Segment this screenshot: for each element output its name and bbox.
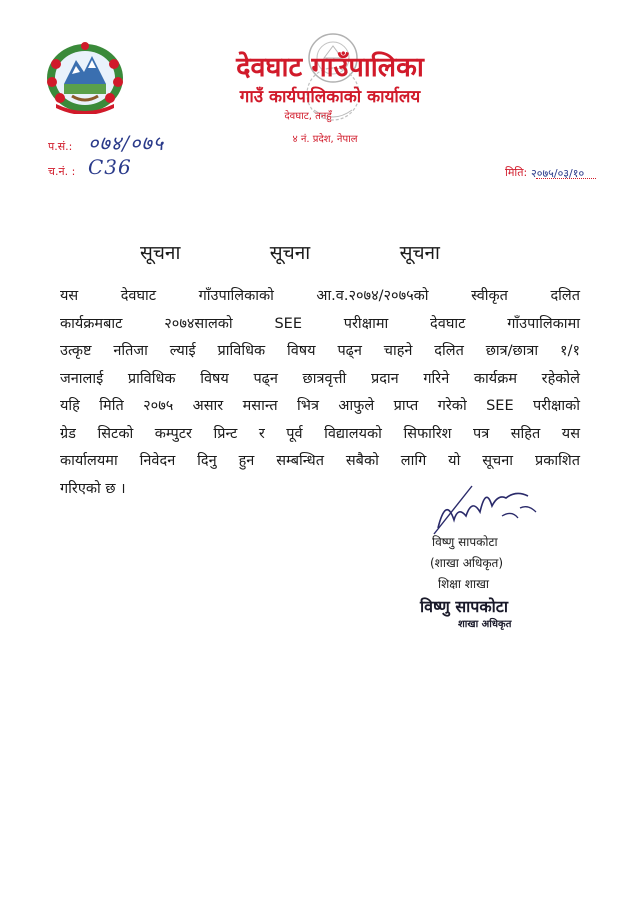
notice-body (60, 283, 580, 503)
notice-body-line: गरिएको छ । (60, 480, 126, 497)
notice-heading-word: सूचना (269, 242, 311, 264)
date-value: २०७५/०३/१० (531, 167, 585, 180)
municipality-name: देवघाट गाउँपालिका (236, 52, 424, 83)
notice-heading-word: सूचना (399, 242, 440, 264)
province-line: ४ नं. प्रदेश, नेपाल (292, 134, 358, 145)
signatory-name: विष्णु सापकोटा (432, 535, 498, 549)
cn-number-handwritten: C36 (88, 155, 132, 179)
date-label: मिति: (505, 166, 528, 179)
date-dotted-line (536, 178, 596, 179)
ps-number-handwritten: ०७४/०७५ (88, 131, 165, 155)
signatory-designation: (शाखा अधिकृत) (430, 556, 504, 570)
office-name: गाउँ कार्यपालिकाको कार्यालय (239, 87, 421, 107)
notice-body-line: कार्यक्रमबाट २०७४सालको SEE परीक्षामा देवघाट गाँउपालिकामा (60, 315, 580, 332)
office-address: देवघाट, तनहुँ (284, 111, 332, 122)
signatory-section: शिक्षा शाखा (438, 577, 489, 591)
notice-body-line: कार्यालयमा निवेदन दिनु हुन सम्बन्धित सबैको लागि यो सूचना प्रकाशित (60, 453, 580, 469)
name-stamp: विष्णु सापकोटा (420, 597, 509, 616)
handwritten-signature (432, 476, 544, 536)
notice-body-line: ग्रेड सिटको कम्पुटर प्रिन्ट र पूर्व विद्यालयको सिफारिश पत्र सहित यस (60, 425, 580, 442)
ps-label: प.सं.: (48, 140, 73, 153)
notice-body-line: यस देवघाट गाँउपालिकाको आ.व.२०७४/२०७५को स्वीकृत दलित (60, 288, 580, 304)
notice-body-line: यहि मिति २०७५ असार मसान्त भित्र आफुले प्राप्त गरेको SEE परीक्षाको (60, 398, 580, 414)
notice-heading (140, 240, 440, 266)
notice-heading-word: सूचना (140, 242, 181, 264)
notice-body-line: उत्कृष्ट नतिजा ल्याई प्राविधिक विषय पढ्न चाहने दलित छात्र/छात्रा १/१ (60, 343, 580, 359)
nepal-emblem-logo (42, 38, 128, 114)
designation-stamp: शाखा अधिकृत (458, 619, 512, 630)
cn-label: च.नं. : (48, 165, 76, 178)
notice-body-line: जनालाई प्राविधिक विषय पढ्न छात्रवृत्ती प्रदान गरिने कार्यक्रम रहेकोले (60, 370, 580, 387)
